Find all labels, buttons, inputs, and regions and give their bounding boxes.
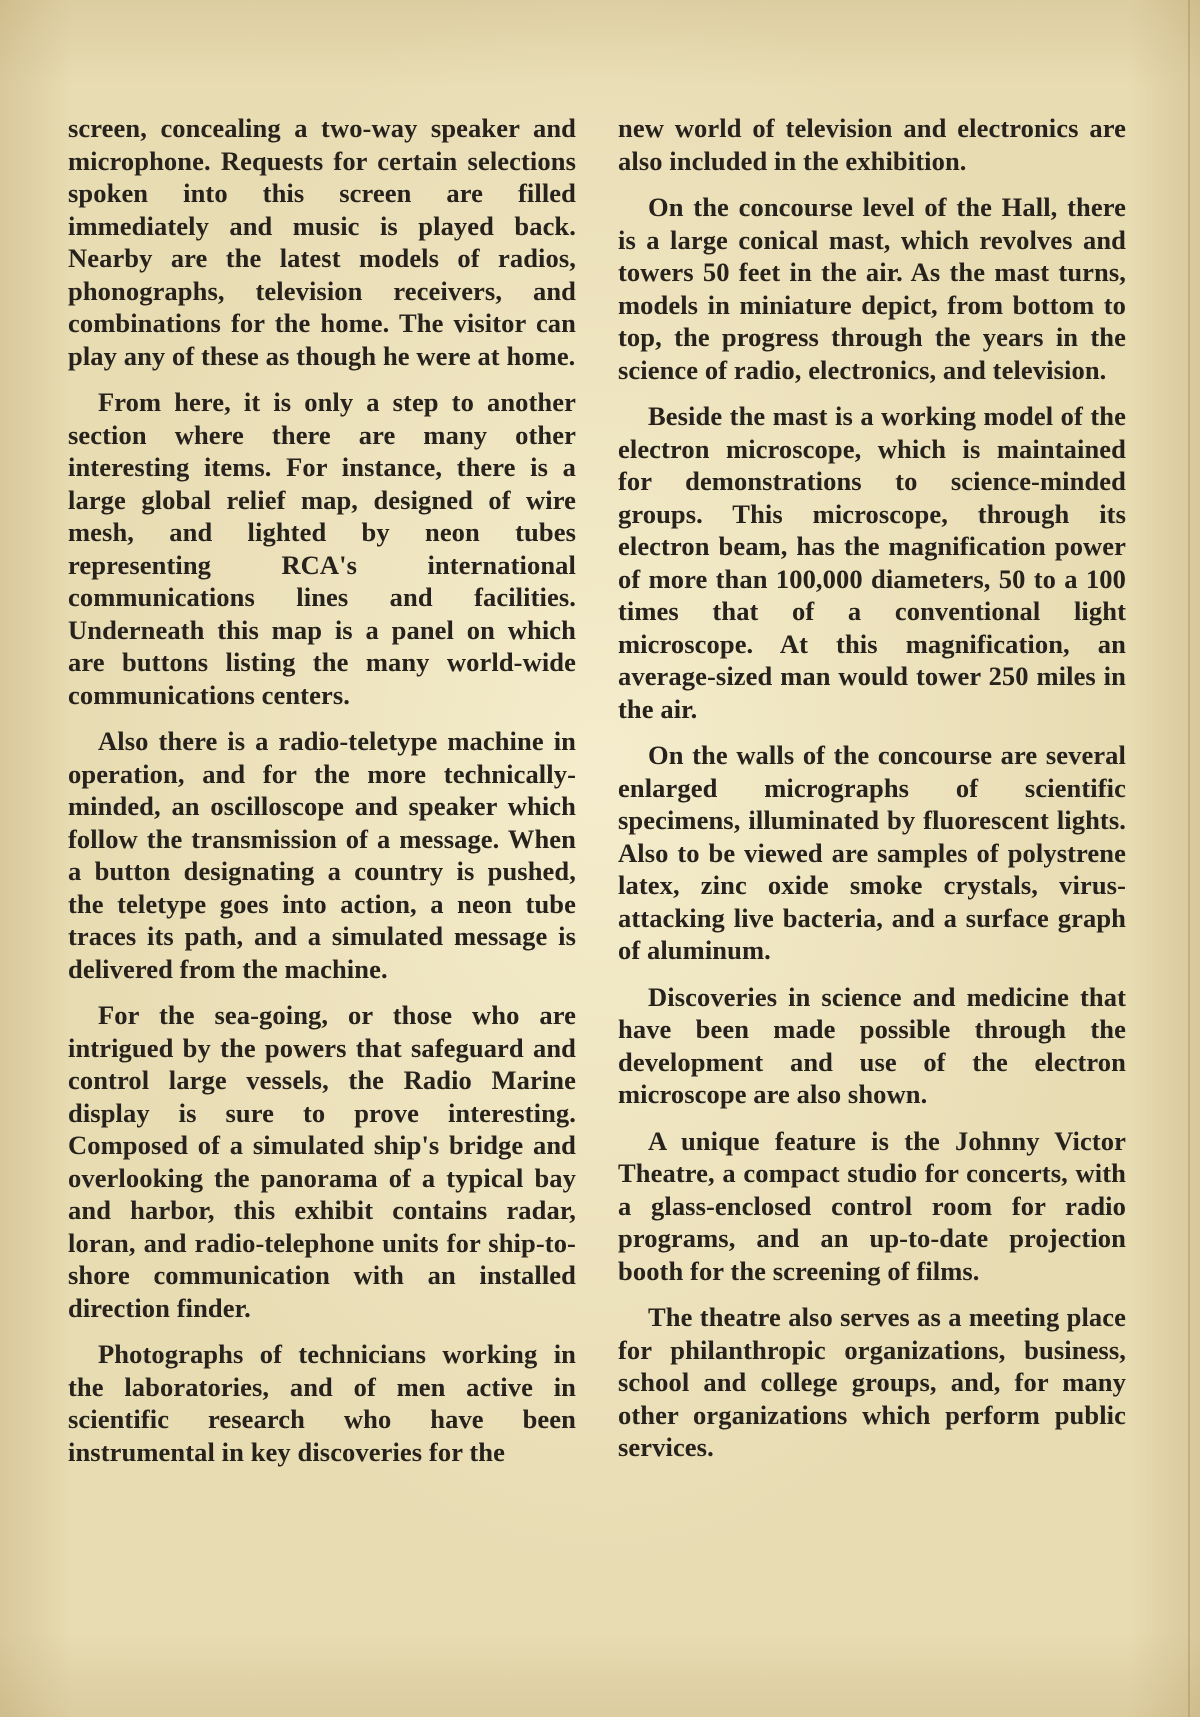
right-text-column (618, 112, 1126, 1478)
paragraph: From here, it is only a step to another section where there are many other interesting items. For instance, there is a large global relief map, designed of wire mesh, and lighted by neon tubes representing RCA's international communications lines and facilities. Underneath this map is a panel on which are buttons listing the many world-wide communications centers. (68, 387, 576, 710)
paragraph: Also there is a radio-teletype machine in operation, and for the more technically-minded, an oscilloscope and speaker which follow the transmission of a message. When a button designating a country is pushed, the teletype goes into action, a neon tube traces its path, and a simulated message is delivered from the machine. (68, 726, 576, 984)
page-edge-shadow (1188, 0, 1190, 1717)
paragraph: On the concourse level of the Hall, there is a large conical mast, which revolves and towers 50 feet in the air. As the mast turns, models in miniature depict, from bottom to top, the progress through the years in the science of radio, electronics, and television. (618, 192, 1126, 385)
paragraph: The theatre also serves as a meeting place for philanthropic organizations, business, school and college groups, and, for many other organizations which perform public services. (618, 1302, 1126, 1462)
paragraph: For the sea-going, or those who are intrigued by the powers that safeguard and control large vessels, the Radio Marine display is sure to prove interesting. Composed of a simulated ship's bridge and overlooking the panorama of a typical bay and harbor, this exhibit contains radar, loran, and radio-telephone units for ship-to-shore communication with an installed direction finder. (68, 1000, 576, 1323)
paragraph: Discoveries in science and medicine that have been made possible through the development and use of the electron microscope are also shown. (618, 981, 1126, 1109)
paragraph: screen, concealing a two-way speaker and microphone. Requests for certain selections spoken into this screen are filled immediately and music is played back. Nearby are the latest models of radios, phonographs, television receivers, and combinations for the home. The visitor can play any of these as though he were at home. (68, 113, 576, 371)
left-text-column (68, 112, 576, 1482)
paragraph: Beside the mast is a working model of the electron microscope, which is maintained for demonstrations to science-minded groups. This microscope, through its electron beam, has the magnification power of more than 100,000 diameters, 50 to a 100 times that of a conventional light microscope. At this magnification, an average-sized man would tower 250 miles in the air. (618, 401, 1126, 724)
paragraph: Photographs of technicians working in the laboratories, and of men active in scientific research who have been instrumental in key discoveries for the (68, 1339, 576, 1467)
paragraph: On the walls of the concourse are several enlarged micrographs of scientific specimens, illuminated by fluorescent lights. Also to be viewed are samples of polystrene latex, zinc oxide smoke crystals, virus-attacking live bacteria, and a surface graph of aluminum. (618, 740, 1126, 965)
paragraph: A unique feature is the Johnny Victor Theatre, a compact studio for concerts, with a glass-enclosed control room for radio programs, and an up-to-date projection booth for the screening of films. (618, 1125, 1126, 1286)
paragraph: new world of television and electronics are also included in the exhibition. (618, 113, 1126, 176)
